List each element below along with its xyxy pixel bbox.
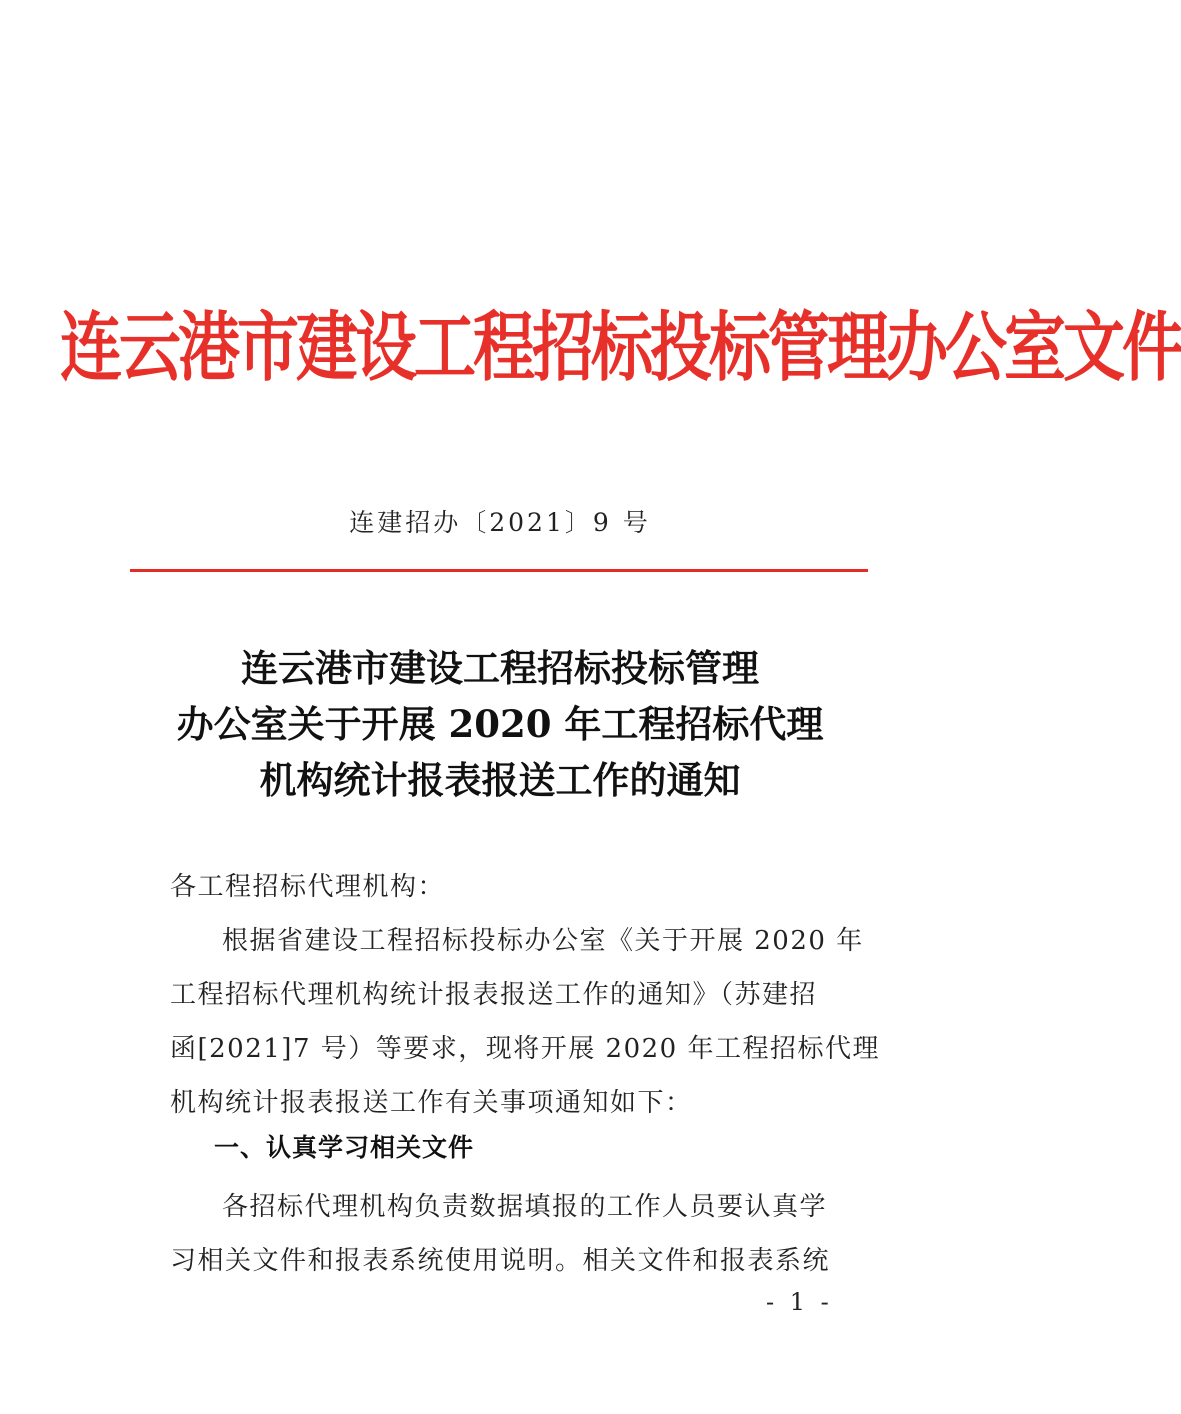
issuer-header: 连云港市建设工程招标投标管理办公室文件 (60, 302, 1181, 392)
red-divider (130, 569, 868, 572)
page-number: - 1 - (766, 1288, 833, 1316)
paragraph-2-line-1: 各招标代理机构负责数据填报的工作人员要认真学 (222, 1192, 828, 1222)
title-line-1: 连云港市建设工程招标投标管理 (241, 646, 759, 690)
paragraph-2-line-2: 习相关文件和报表系统使用说明。相关文件和报表系统 (170, 1246, 831, 1276)
salutation: 各工程招标代理机构： (170, 872, 446, 902)
paragraph-1-line-4: 机构统计报表报送工作有关事项通知如下： (170, 1088, 693, 1118)
document-title (0, 640, 1000, 808)
document-number: 连建招办〔2021〕9 号 (349, 508, 651, 537)
title-line-3: 机构统计报表报送工作的通知 (259, 758, 741, 802)
title-line-2: 办公室关于开展 2020 年工程招标代理 (176, 702, 824, 746)
section-heading-1: 一、认真学习相关文件 (214, 1133, 475, 1162)
paragraph-1-line-2: 工程招标代理机构统计报表报送工作的通知》（苏建招 (170, 980, 818, 1010)
paragraph-1-line-1: 根据省建设工程招标投标办公室《关于开展 2020 年 (222, 926, 864, 956)
paragraph-1-line-3: 函[2021]7 号）等要求，现将开展 2020 年工程招标代理 (170, 1034, 880, 1064)
